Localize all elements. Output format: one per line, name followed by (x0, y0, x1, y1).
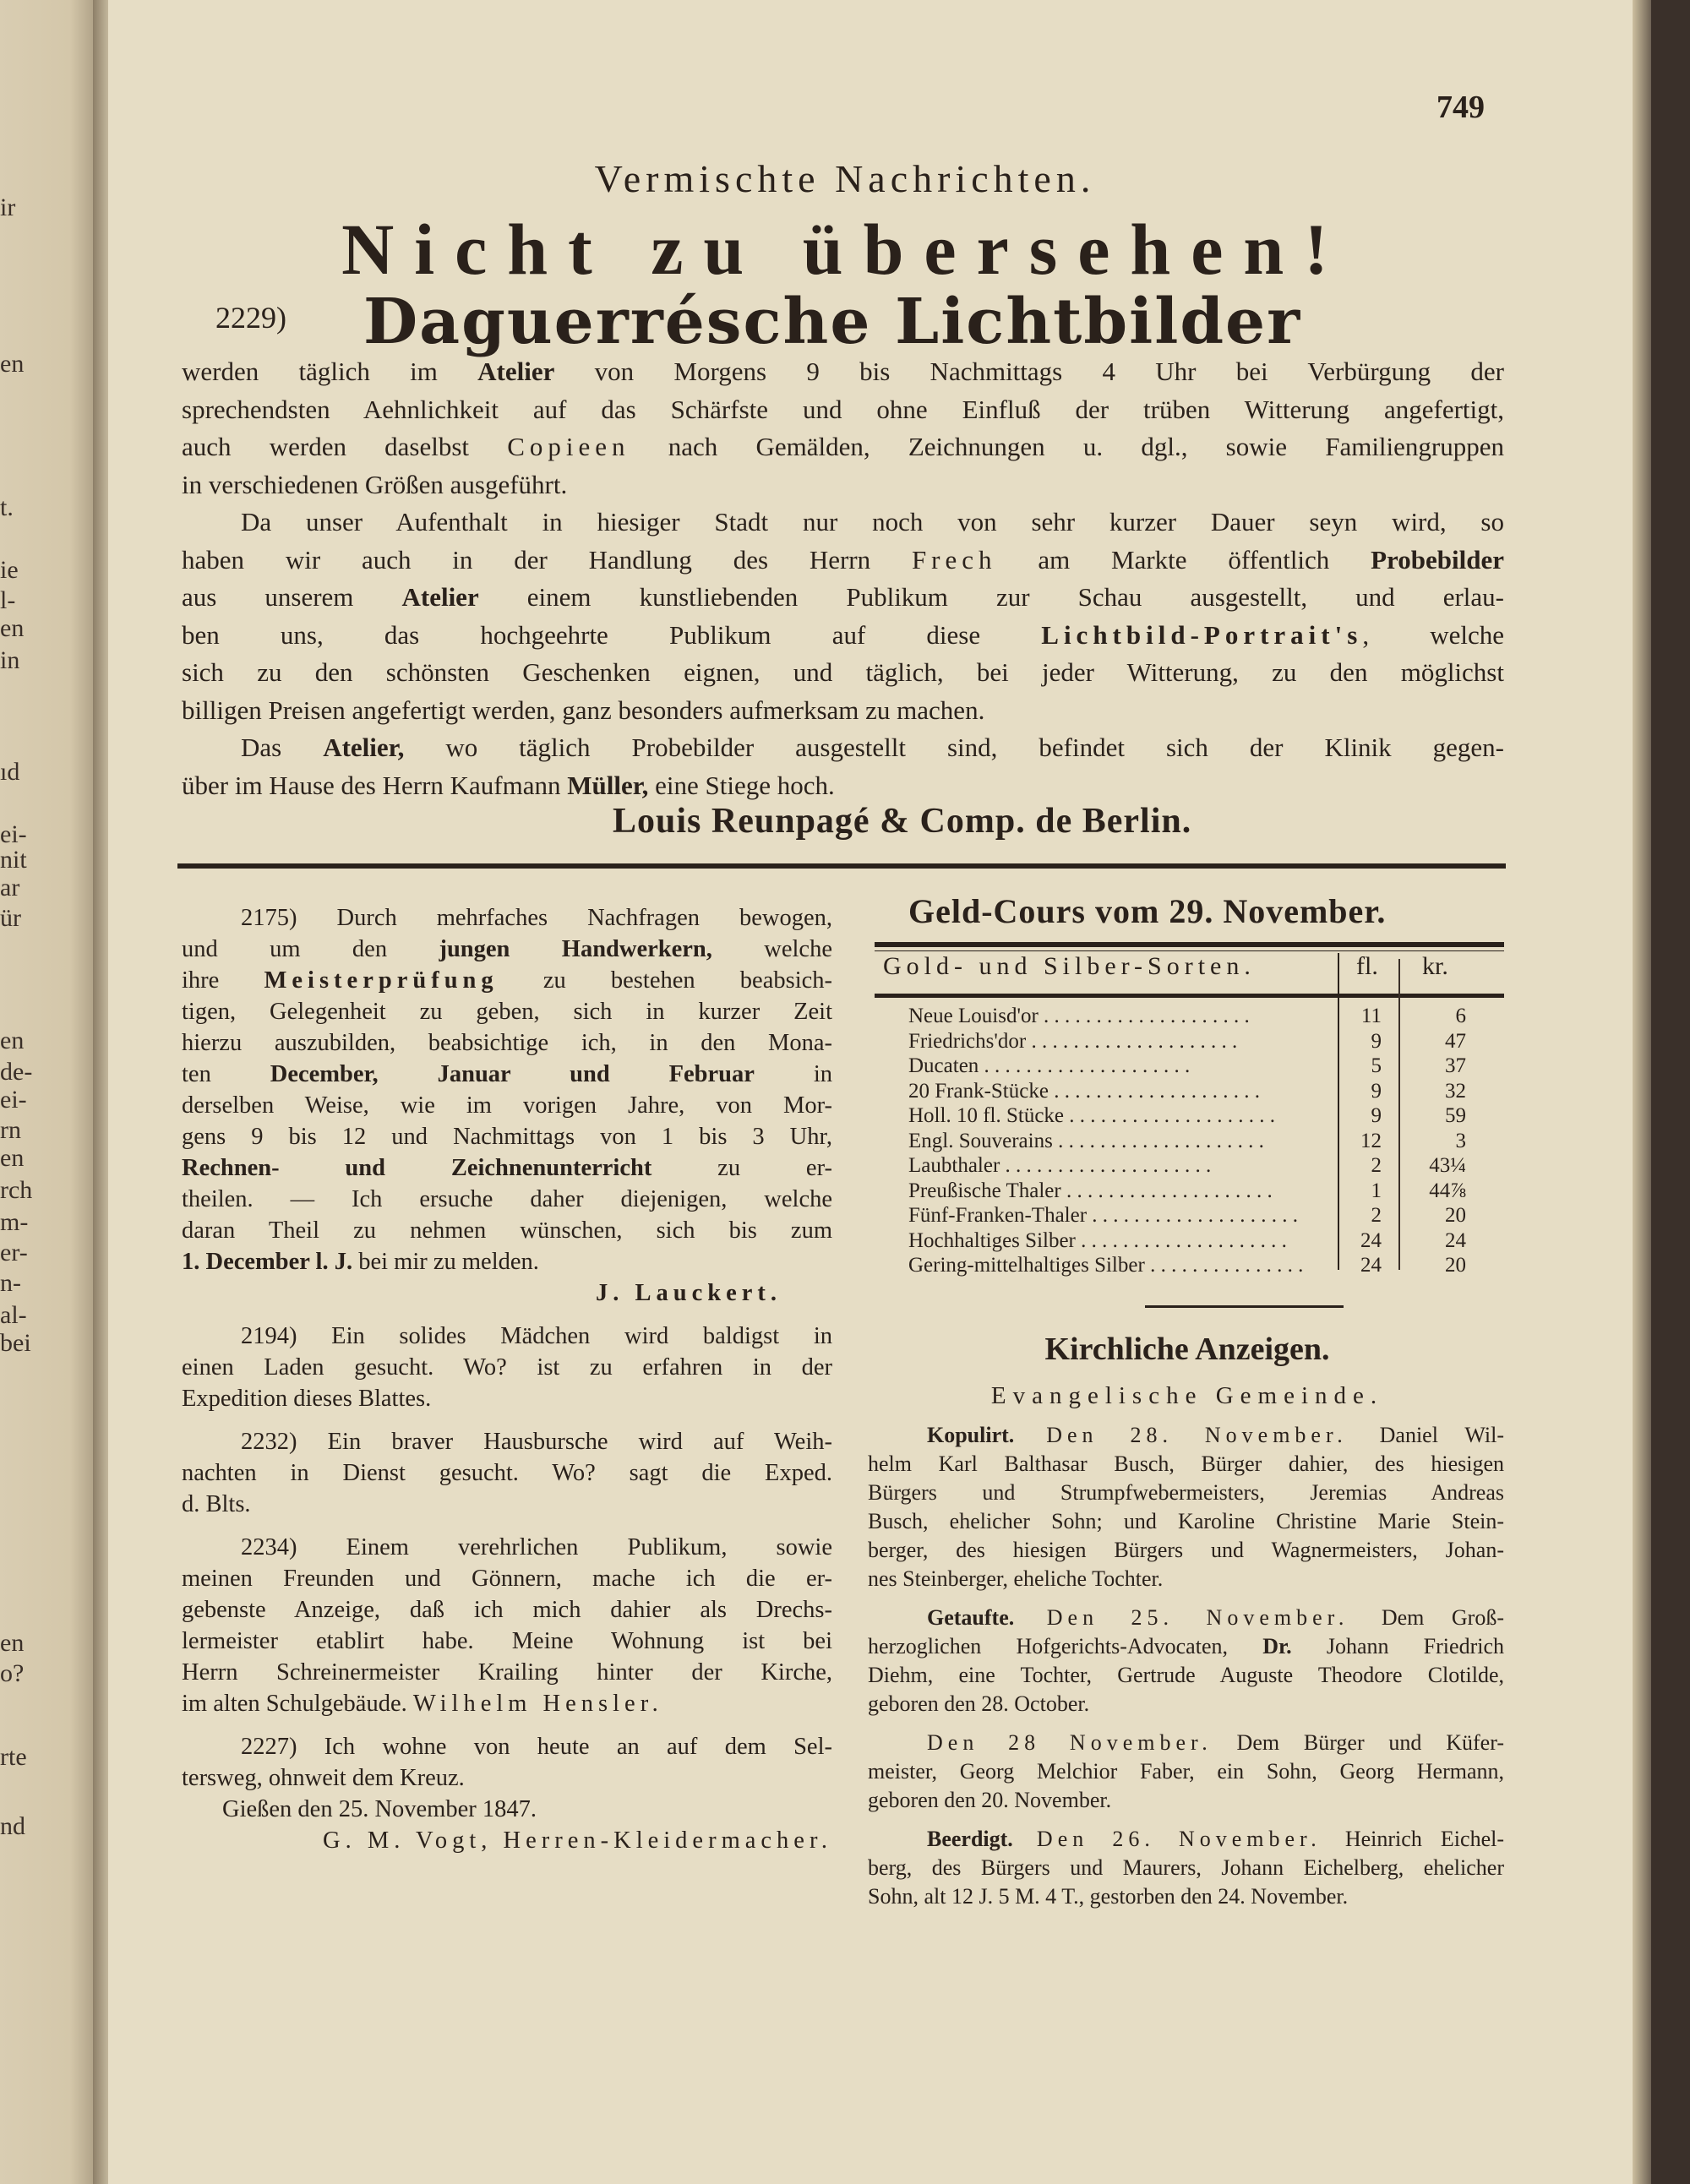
text-line (182, 391, 1504, 429)
adjacent-page-fragment: ie (0, 556, 19, 584)
text-line (182, 1215, 832, 1246)
text-line (182, 1352, 832, 1383)
text-span: Bürgers und Strumpfwebermeisters, Jeremias Andreas (868, 1480, 1504, 1505)
exchange-table-title: Geld-Cours vom 29. November. (908, 892, 1387, 930)
text-line (868, 1565, 1504, 1593)
section-title: Vermischte Nachrichten. (594, 157, 1096, 200)
text-line (182, 692, 1504, 730)
text-line (182, 1626, 832, 1657)
text-span: tersweg, ohnweit dem Kreuz. (182, 1765, 465, 1791)
text-span: aus unserem (182, 582, 402, 612)
text-span: Busch, ehelicher Sohn; und Karoline Christine Marie Stein- (868, 1509, 1504, 1533)
paragraph (868, 1421, 1504, 1593)
emphasized-text: Den 28. November. (1014, 1423, 1380, 1447)
text-line (868, 1661, 1504, 1690)
paragraph (182, 1731, 832, 1856)
value-fl: 2 (1371, 1154, 1382, 1177)
church-notices-subtitle: Evangelische Gemeinde. (990, 1382, 1384, 1409)
text-line (182, 504, 1504, 542)
adjacent-page-fragment: en (0, 1629, 25, 1657)
text-span: helm Karl Balthasar Busch, Bürger dahier, des hiesigen (868, 1451, 1504, 1476)
banner-headline: Nicht zu übersehen! (341, 209, 1349, 290)
table-header-name: Gold- und Silber-Sorten. (883, 952, 1256, 980)
text-span: haben wir auch in der Handlung des Herrn (182, 544, 912, 575)
text-span: von Morgens 9 bis Nachmittags 4 Uhr bei Verbürgung der (554, 357, 1504, 386)
text-span: billigen Preisen angefertigt werden, ganz besonders aufmerksam zu machen. (182, 694, 985, 725)
value-fl: 11 (1360, 1005, 1382, 1027)
text-line (868, 1507, 1504, 1536)
text-line (868, 1786, 1504, 1815)
table-rule (875, 950, 1504, 951)
text-line (182, 1457, 832, 1489)
adjacent-page-fragment: en (0, 614, 25, 642)
text-span: daran Theil zu nehmen wünschen, sich bis zum (182, 1217, 832, 1244)
value-kr: 47 (1445, 1029, 1466, 1053)
value-kr: 32 (1445, 1079, 1466, 1103)
text-span: Expedition dieses Blattes. (182, 1386, 432, 1412)
value-fl: 2 (1371, 1204, 1382, 1227)
text-span: einen Laden gesucht. Wo? ist zu erfahren in der (182, 1354, 832, 1381)
ad-heading: Daguerrésche Lichtbilder (363, 286, 1302, 358)
text-span: wo täglich Probebilder ausgestellt sind, befindet sich der Klinik gegen- (404, 733, 1504, 762)
table-row (908, 1079, 1500, 1104)
emphasized-text: Dr. (1262, 1634, 1292, 1658)
signature: J. Lauckert. (595, 1280, 782, 1306)
text-span: tigen, Gelegenheit zu geben, sich in kurzer Zeit (182, 999, 832, 1025)
text-span: derselben Weise, wie im vorigen Jahre, von Mor- (182, 1092, 832, 1119)
currency-name: Neue Louisd'or . . (908, 1004, 1306, 1029)
adjacent-page-fragment: en (0, 1027, 25, 1054)
emphasized-text: December, Januar und Februar (270, 1061, 755, 1087)
text-line (182, 1489, 832, 1520)
emphasized-text: Den 26. November. (1012, 1827, 1345, 1851)
text-line (868, 1450, 1504, 1479)
emphasized-text: Atelier, (323, 733, 405, 762)
left-column-ads (182, 902, 832, 1868)
text-line (868, 1632, 1504, 1661)
table-row (908, 1054, 1500, 1079)
text-span: am Markte öffentlich (996, 544, 1371, 575)
text-line (182, 1657, 832, 1688)
text-span: einem kunstliebenden Publikum zur Schau ausgestellt, und erlau- (478, 582, 1504, 612)
paragraph (182, 504, 1504, 729)
text-span: theilen. — Ich ersuche daher diejenigen, welche (182, 1186, 832, 1212)
adjacent-page-fragment: er- (0, 1239, 28, 1266)
adjacent-page-fragment: bei (0, 1329, 31, 1357)
text-line (182, 1594, 832, 1626)
table-row (908, 1253, 1500, 1278)
table-rule (875, 942, 1504, 947)
exchange-table-body (908, 1004, 1500, 1278)
text-line (182, 1426, 832, 1457)
text-span: zu bestehen beabsich- (498, 967, 832, 994)
text-span: Heinrich Eichel- (1344, 1827, 1504, 1851)
value-kr: 44⅞ (1429, 1179, 1466, 1202)
text-span: eine Stiege hoch. (648, 770, 835, 800)
text-line (182, 428, 1504, 466)
value-kr: 24 (1445, 1228, 1466, 1252)
value-kr: 20 (1445, 1204, 1466, 1227)
emphasized-text: Atelier (401, 582, 479, 612)
text-line (182, 542, 1504, 580)
text-span: sprechendsten Aehnlichkeit auf das Schärfste und ohne Einfluß der trüben Witterung angefertigt, (182, 394, 1504, 424)
emphasized-text: Den 28 November. (927, 1730, 1213, 1755)
text-line (182, 965, 832, 996)
value-kr: 37 (1445, 1054, 1466, 1077)
text-span: 2194) Ein solides Mädchen wird baldigst in (241, 1323, 832, 1349)
value-fl: 1 (1371, 1179, 1382, 1202)
currency-name: Preußische Thaler . . (908, 1179, 1306, 1204)
dateline: Gießen den 25. November 1847. (222, 1796, 537, 1822)
text-line (182, 1383, 832, 1414)
emphasized-text: Beerdigt. (927, 1827, 1013, 1851)
text-span: zu er- (651, 1155, 832, 1181)
ad-number: 2229) (215, 301, 286, 335)
value-fl: 9 (1371, 1104, 1382, 1127)
currency-name: Laubthaler . . (908, 1153, 1306, 1179)
text-span: Dem Groß- (1381, 1605, 1504, 1630)
text-line (182, 579, 1504, 617)
text-span: lermeister etablirt habe. Meine Wohnung ist bei (182, 1628, 832, 1654)
text-span: d. Blts. (182, 1491, 251, 1517)
value-kr: 59 (1445, 1104, 1466, 1127)
text-line (182, 617, 1504, 655)
text-line (182, 767, 1504, 805)
adjacent-page-fragment: in (0, 646, 20, 674)
value-kr: 43¼ (1429, 1154, 1466, 1177)
table-row (908, 1203, 1500, 1228)
emphasized-text: Probebilder (1371, 544, 1504, 575)
text-span: Herrn Schreinermeister Krailing hinter der Kirche, (182, 1659, 832, 1686)
paragraph (182, 1426, 832, 1520)
value-fl: 24 (1360, 1254, 1382, 1277)
adjacent-page-fragment: en (0, 1144, 25, 1172)
text-line (182, 1121, 832, 1152)
text-line (868, 1757, 1504, 1786)
adjacent-page-fragment: ıd (0, 758, 20, 786)
adjacent-page-fragment: ür (0, 904, 21, 932)
table-row (908, 1029, 1500, 1054)
text-span: Diehm, eine Tochter, Gertrude Auguste Theodore Clotilde, (868, 1663, 1504, 1687)
text-span: geboren den 20. November. (868, 1788, 1112, 1812)
text-line (868, 1825, 1504, 1854)
text-span: in (754, 1061, 832, 1087)
currency-name: 20 Frank-Stücke . . (908, 1079, 1306, 1104)
text-span: 2234) Einem verehrlichen Publikum, sowie (241, 1534, 832, 1560)
currency-name: Ducaten . . (908, 1054, 1306, 1079)
value-kr: 3 (1455, 1129, 1466, 1152)
text-span: sich zu den schönsten Geschenken eignen, und täglich, bei jeder Witterung, zu den möglichst (182, 657, 1504, 687)
text-line (182, 934, 832, 965)
adjacent-page-fragment: al- (0, 1301, 27, 1329)
text-span: ihre (182, 967, 264, 994)
text-span: berger, des hiesigen Bürgers und Wagnermeisters, Johan- (868, 1538, 1504, 1562)
text-line (182, 1184, 832, 1215)
adjacent-page-fragment: nd (0, 1812, 25, 1840)
text-span: meister, Georg Melchior Faber, ein Sohn, Georg Hermann, (868, 1759, 1504, 1784)
text-line (182, 1059, 832, 1090)
adjacent-page-fragment: ir (0, 193, 16, 221)
adjacent-page-fragment: en (0, 350, 25, 378)
emphasized-text: Rechnen- und Zeichnenunterricht (182, 1155, 652, 1181)
text-span: in verschiedenen Größen ausgeführt. (182, 469, 568, 499)
text-line (182, 1321, 832, 1352)
text-span: ten (182, 1061, 270, 1087)
currency-name: Engl. Souverains . . (908, 1129, 1306, 1154)
text-span: auch werden daselbst (182, 432, 508, 461)
text-line (182, 1731, 832, 1762)
text-span: über im Hause des Herrn Kaufmann (182, 770, 568, 800)
currency-name: Fünf-Franken-Thaler . . (908, 1203, 1306, 1228)
paragraph (182, 729, 1504, 804)
value-fl: 24 (1360, 1228, 1382, 1252)
text-line (182, 353, 1504, 391)
text-line (868, 1854, 1504, 1882)
text-line (868, 1882, 1504, 1911)
adjacent-page-fragment: nit (0, 846, 27, 874)
adjacent-page-fragment: rn (0, 1116, 21, 1144)
text-line (182, 1152, 832, 1184)
text-line (868, 1479, 1504, 1507)
emphasized-text: Kopulirt. (927, 1423, 1015, 1447)
adjacent-page-fragment: ei- (0, 1086, 27, 1114)
text-line (868, 1690, 1504, 1718)
paragraph (182, 902, 832, 1309)
text-span: und um den (182, 936, 439, 962)
emphasized-text: Müller, (567, 770, 649, 800)
paragraph (182, 1321, 832, 1414)
emphasized-text: Copieen (507, 432, 630, 461)
table-row (908, 1103, 1500, 1129)
currency-name: Gering-mittelhaltiges Silber . . (908, 1253, 1306, 1278)
text-span: 2232) Ein braver Hausbursche wird auf Weih- (241, 1429, 832, 1455)
text-span: nach Gemälden, Zeichnungen u. dgl., sowie Familiengruppen (630, 432, 1504, 461)
text-span: gens 9 bis 12 und Nachmittags von 1 bis 3 Uhr, (182, 1124, 832, 1150)
adjacent-page-fragment: de- (0, 1058, 33, 1086)
emphasized-text: jungen Handwerkern, (439, 936, 712, 962)
text-line (868, 1604, 1504, 1632)
divider-rule (1145, 1305, 1344, 1308)
adjacent-page-fragment: rte (0, 1743, 27, 1771)
text-line (182, 654, 1504, 692)
adjacent-page-fragment: n- (0, 1269, 21, 1297)
text-span: welche (711, 936, 832, 962)
paragraph (182, 1532, 832, 1719)
table-row (908, 1004, 1500, 1029)
table-row (908, 1129, 1500, 1154)
text-line (182, 1246, 832, 1277)
paragraph (868, 1729, 1504, 1815)
text-line (182, 902, 832, 934)
text-span: 2175) Durch mehrfaches Nachfragen bewogen, (241, 905, 832, 931)
page-edge (1633, 0, 1651, 2184)
text-line (868, 1421, 1504, 1450)
text-line (182, 1090, 832, 1121)
value-fl: 5 (1371, 1054, 1382, 1077)
text-span: herzoglichen Hofgerichts-Advocaten, (868, 1634, 1263, 1658)
text-span: geboren den 28. October. (868, 1691, 1090, 1716)
text-span: bei mir zu melden. (352, 1249, 539, 1275)
table-header-kr: kr. (1422, 952, 1448, 980)
emphasized-text: Getaufte. (927, 1605, 1015, 1630)
text-line (182, 466, 1504, 504)
table-row (908, 1228, 1500, 1254)
adjacent-page-fragment: rch (0, 1176, 33, 1204)
text-span: Das (241, 733, 324, 762)
emphasized-text: Lichtbild-Portrait's (1041, 619, 1363, 650)
adjacent-page-fragment: ei- (0, 820, 27, 848)
adjacent-page-fragment: l- (0, 586, 16, 614)
text-span: ben uns, das hochgeehrte Publikum auf diese (182, 619, 1042, 650)
text-line (182, 729, 1504, 767)
text-line (182, 1532, 832, 1563)
emphasized-text: Wilhelm Hensler. (412, 1691, 663, 1717)
paragraph (182, 353, 1504, 504)
adjacent-page-fragment: o? (0, 1659, 25, 1687)
value-fl: 9 (1371, 1029, 1382, 1053)
value-kr: 6 (1455, 1005, 1466, 1027)
text-span: Da unser Aufenthalt in hiesiger Stadt nur noch von sehr kurzer Dauer seyn wird, so (241, 507, 1504, 536)
text-line (182, 1688, 832, 1719)
currency-name: Holl. 10 fl. Stücke . . (908, 1103, 1306, 1129)
text-span: nes Steinberger, eheliche Tochter. (868, 1566, 1164, 1591)
emphasized-text: 1. December l. J. (182, 1249, 353, 1275)
emphasized-text: Den 25. November. (1014, 1605, 1382, 1630)
text-span: Johann Friedrich (1291, 1634, 1504, 1658)
value-fl: 9 (1371, 1079, 1382, 1103)
emphasized-text: Meisterprüfung (264, 967, 499, 994)
text-span: gebenste Anzeige, daß ich mich dahier als Drechs- (182, 1597, 832, 1623)
adjacent-page-fragment: m- (0, 1208, 29, 1236)
value-kr: 20 (1445, 1254, 1466, 1277)
ad-body (182, 353, 1504, 804)
value-fl: 12 (1360, 1129, 1382, 1152)
signature: G. M. Vogt, Herren-Kleidermacher. (323, 1827, 832, 1854)
text-line (182, 1563, 832, 1594)
table-header-fl: fl. (1356, 952, 1378, 980)
text-span: , welche (1362, 619, 1504, 650)
text-line (182, 996, 832, 1027)
paragraph (868, 1604, 1504, 1718)
table-row (908, 1153, 1500, 1179)
text-span: Daniel Wil- (1379, 1423, 1504, 1447)
currency-name: Hochhaltiges Silber . . (908, 1228, 1306, 1254)
ad-signature: Louis Reunpagé & Comp. de Berlin. (613, 802, 1192, 841)
text-span: Dem Bürger und Küfer- (1212, 1730, 1504, 1755)
text-span: hierzu auszubilden, beabsichtige ich, in den Mona- (182, 1030, 832, 1056)
table-rule (875, 994, 1504, 998)
text-line (868, 1729, 1504, 1757)
text-span: Sohn, alt 12 J. 5 M. 4 T., gestorben den 24. November. (868, 1884, 1349, 1909)
text-span: nachten in Dienst gesucht. Wo? sagt die Exped. (182, 1460, 832, 1486)
divider-rule (177, 863, 1506, 869)
text-line (182, 1762, 832, 1794)
adjacent-page-fragment: ar (0, 874, 20, 901)
page-number: 749 (1436, 90, 1485, 125)
text-span: im alten Schulgebäude. (182, 1691, 413, 1717)
church-notices-title: Kirchliche Anzeigen. (1044, 1332, 1330, 1367)
text-span: 2227) Ich wohne von heute an auf dem Sel- (241, 1734, 832, 1760)
emphasized-text: Frech (911, 544, 997, 575)
currency-name: Friedrichs'dor . . (908, 1029, 1306, 1054)
text-line (182, 1027, 832, 1059)
text-line (868, 1536, 1504, 1565)
adjacent-page-fragment: t. (0, 493, 14, 521)
emphasized-text: Atelier (477, 357, 555, 386)
church-notices-body (868, 1421, 1504, 1921)
text-span: meinen Freunden und Gönnern, mache ich die er- (182, 1566, 832, 1592)
text-span: berg, des Bürgers und Maurers, Johann Eichelberg, ehelicher (868, 1855, 1504, 1880)
table-row (908, 1179, 1500, 1204)
text-span: werden täglich im (182, 357, 478, 386)
paragraph (868, 1825, 1504, 1911)
